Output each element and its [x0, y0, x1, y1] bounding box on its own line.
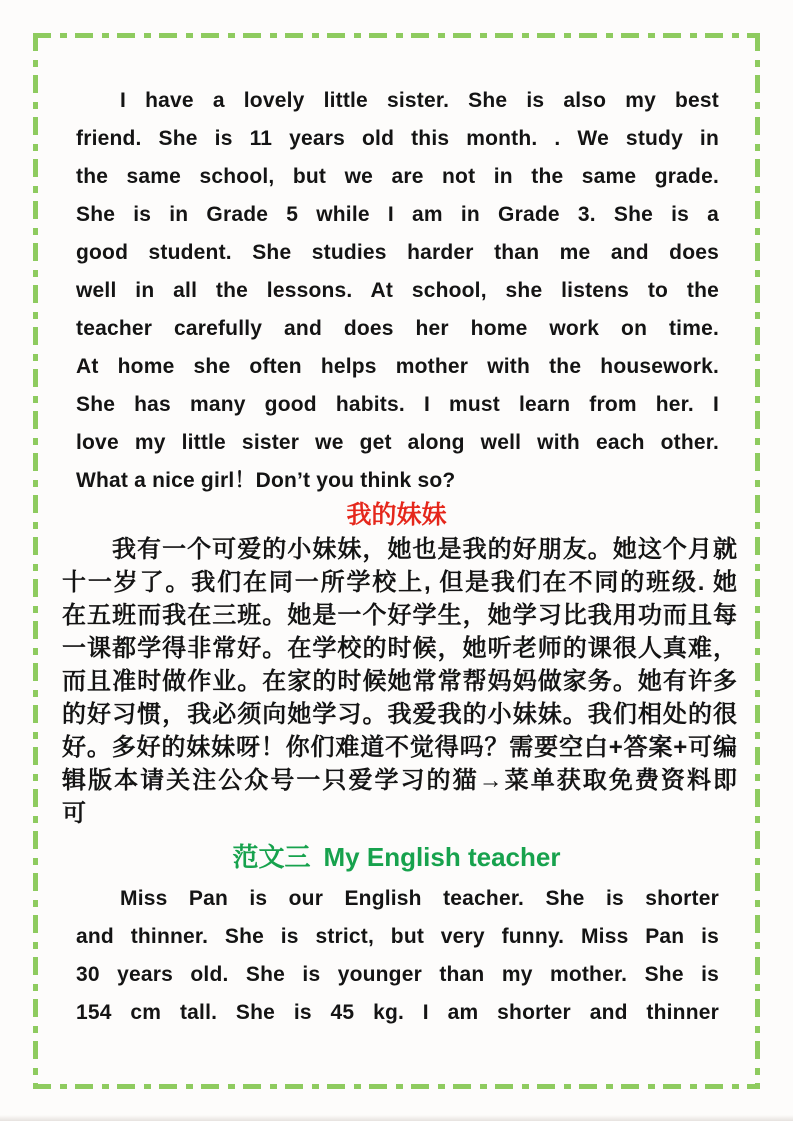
text-line: 30 years old. She is younger than my mother. She is — [76, 963, 719, 986]
essay3-title-english: My English teacher — [323, 842, 561, 872]
text-line: well in all the lessons. At school, she listens to the — [76, 279, 719, 302]
text-line: She has many good habits. I must learn from her. I — [76, 393, 719, 416]
essay-english-my-teacher — [76, 880, 719, 1032]
text-line: teacher carefully and does her home work on time. — [76, 317, 719, 340]
text-line: 一课都学得非常好。在学校的时候，她听老师的课很人真难， — [62, 635, 737, 662]
next-page-edge-hint — [0, 1115, 793, 1121]
essay3-number-label: 范文三 — [232, 842, 311, 872]
text-line: Miss Pan is our English teacher. She is shorter — [120, 887, 719, 910]
dashed-border-bottom — [33, 1084, 760, 1089]
dashed-border-right — [755, 33, 760, 1089]
text-line: good student. She studies harder than me and does — [76, 241, 719, 264]
page-content — [38, 38, 755, 1032]
text-line: I have a lovely little sister. She is also my best — [120, 89, 719, 112]
text-line: 154 cm tall. She is 45 kg. I am shorter and thinner — [76, 1001, 719, 1024]
text-line: 而且准时做作业。在家的时候她常常帮妈妈做家务。她有许多 — [62, 668, 737, 695]
text-line: 可 — [62, 800, 86, 827]
text-line: 十一岁了。我们在同一所学校上, 但是我们在不同的班级. 她 — [62, 569, 737, 596]
text-line: 在五班而我在三班。她是一个好学生，她学习比我用功而且每 — [62, 602, 737, 629]
text-line: 辑版本请关注公众号一只爱学习的猫→菜单获取免费资料即 — [62, 767, 737, 794]
text-line: 的好习惯，我必须向她学习。我爱我的小妹妹。我们相处的很 — [62, 701, 737, 728]
text-line: 我有一个可爱的小妹妹，她也是我的好朋友。她这个月就 — [112, 536, 737, 563]
text-line: love my little sister we get along well with each other. — [76, 431, 719, 454]
heading-essay3 — [38, 842, 755, 872]
text-line: 好。多好的妹妹呀！你们难道不觉得吗？需要空白+答案+可编 — [62, 734, 737, 761]
essay-english-my-sister — [76, 82, 719, 500]
text-line: the same school, but we are not in the same grade. — [76, 165, 719, 188]
text-line: What a nice girl！Don’t you think so? — [76, 469, 456, 492]
text-line: and thinner. She is strict, but very funny. Miss Pan is — [76, 925, 719, 948]
text-line: She is in Grade 5 while I am in Grade 3. She is a — [76, 203, 719, 226]
text-line: At home she often helps mother with the housework. — [76, 355, 719, 378]
essay-chinese-translation — [62, 533, 737, 830]
heading-chinese-my-sister: 我的妹妹 — [346, 501, 447, 529]
text-line: friend. She is 11 years old this month. . We study in — [76, 127, 719, 150]
